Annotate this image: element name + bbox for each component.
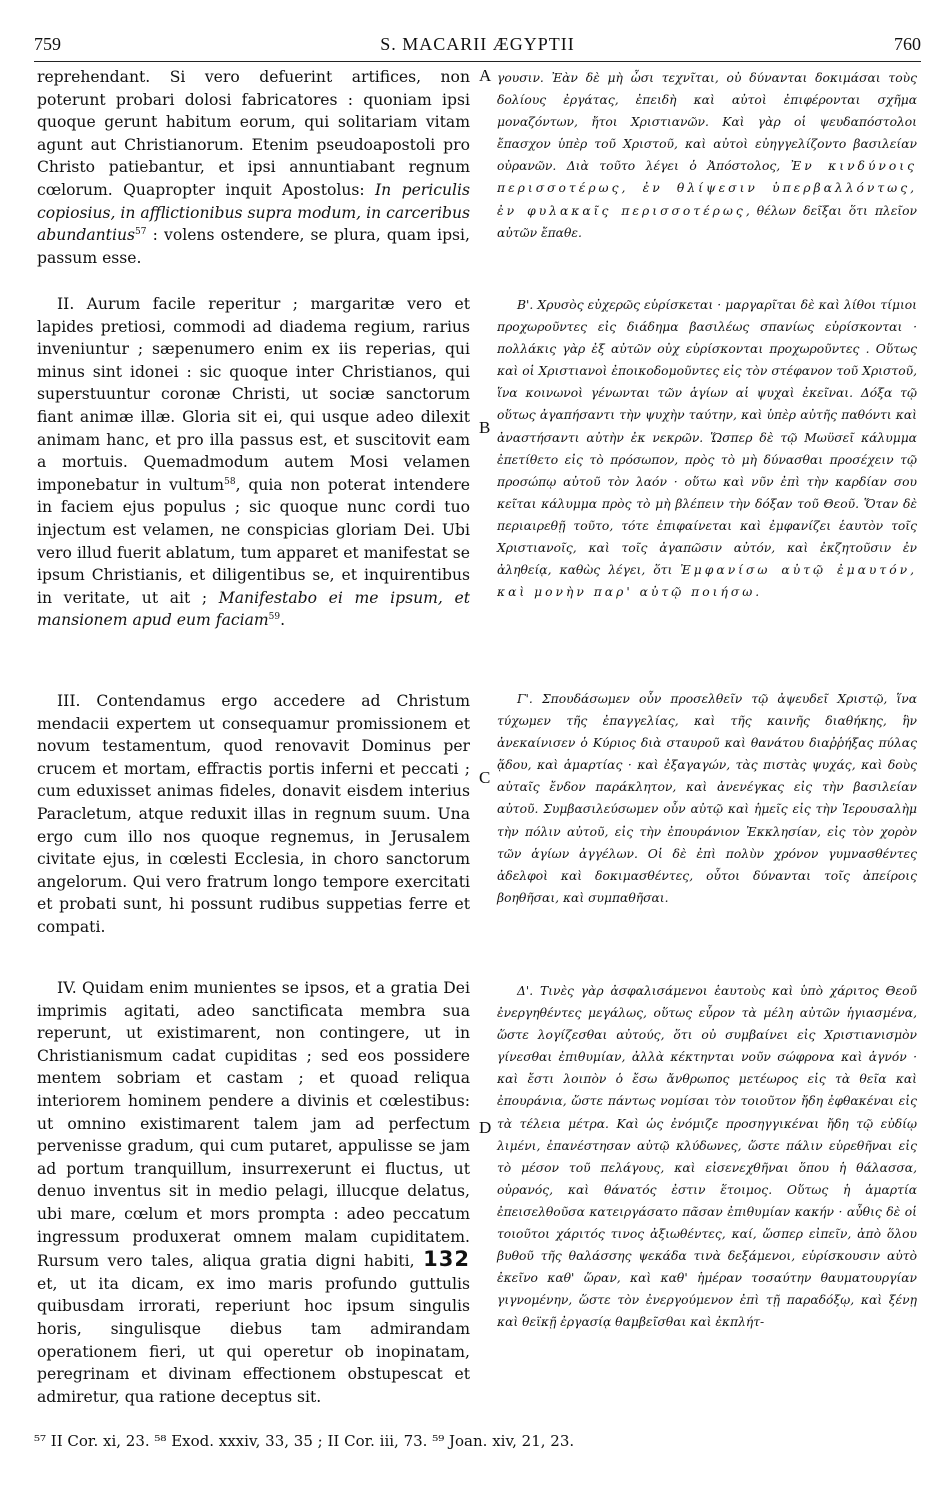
greek-text: Δ'. Τινὲς γὰρ ἀσφαλισάμενοι ἑαυτοὺς καὶ ὑπὸ χάριτος Θεοῦ ἐνεργηθέντες μεγάλως, οὕτως εὗρον τὰ μέλη αὐτῶν ἡγιασμένα, ὥστε λογίζεσθαι αὐτούς, ὅτι οὐ συμβαίνει εἰς Χριστιανισμὸν γίνεσθαι ἐπιθυμίαν, ἀλλὰ κέκτηνται νοῦν σώφρονα καὶ ἁγνόν · καὶ ἔστι λοιπὸν ὁ ἔσω ἄνθρωπος μετέωρος εἰς τὰ θεῖα καὶ ἐπουράνια, ὥστε πάντως νομίσαι τὸν τοιοῦτον ἤδη ἐφθακέναι εἰς τὰ τέλεια μέτρα. Καὶ ὡς ἐνόμιζε προσηγγικέναι ἤδη τῷ εὐδίῳ λιμένι, ἐπανέστησαν αὐτῷ κλύδωνες, ὥστε πάλιν εὑρεθῆναι εἰς τὸ μέσον τοῦ πελάγους, καὶ εἰσενεχθῆναι ὅπου ἡ θάλασσα, οὐρανός, καὶ θάνατός ἐστιν ἕτοιμος. Οὕτως ἡ ἁμαρτία ἐπεισελθοῦσα κατειργάσατο πᾶσαν ἐπιθυμίαν κακήν · αὖθις δὲ οἱ τοιοῦτοι χάριτός τινος ἀξιωθέντες, καί, ὥσπερ εἰπεῖν, ἀπὸ ὅλου βυθοῦ τῆς θαλάσσης ψεκάδα τινὰ δεξάμενοι, εὑρίσκουσιν αὐτὸ ἐκεῖνο καθ' ὥραν, καὶ καθ' ἡμέραν τοσαύτην θαυματουργίαν γιγνομένην, ὥστε τὸν ἐνεργούμενον ἐπὶ τῇ παραδόξῳ, καὶ ξένῃ καὶ θεϊκῇ ἐργασίᾳ θαμβεῖσθαι καὶ ἐκπλήτ- (497, 984, 917, 1330)
margin-marker-a: A (479, 66, 492, 85)
greek-section-2 (497, 294, 917, 603)
latin-section-3 (37, 690, 470, 939)
greek-section-1 (497, 67, 917, 244)
latin-text: , quia non poterat intendere in faciem ejus populus ; sic quoque nunc cordi tuo injectum est velamen, ne conspicias gloriam Dei. Ubi vero illud fuerit ablatum, tum apparet et manifestat se ipsum Christianis, et diligentibus se, et inquirentibus in veritate, ut ait ; (37, 475, 470, 607)
page-number-right: 760 (894, 34, 921, 54)
greek-text: , θέλων δεῖξαι ὅτι πλεῖον αὐτῶν ἔπαθε. (497, 203, 917, 240)
margin-marker-c: C (479, 768, 491, 787)
latin-scripture-quote: Manifestabo ei me ipsum, et mansionem apud eum faciam (37, 588, 470, 630)
latin-section-4 (37, 977, 470, 1408)
greek-scripture-quote: Ἐν κινδύνοις περισσοτέρως, ἐν θλίψεσιν ὑπερβαλλόντως, ἐν φυλακαῖς περισσοτέρως (497, 159, 918, 218)
latin-section-1 (37, 66, 470, 269)
header-rule (34, 61, 921, 62)
greek-scripture-quote: Ἐμφανίσω αὐτῷ ἐμαυτόν, καὶ μονὴν παρ' αὐτῷ ποιήσω (497, 563, 917, 600)
latin-text: reprehendant. Si vero defuerint artifices, non poterunt probari dolosi fabricatores : quoniam ipsi quoque gerunt habitum eorum, qui solitariam vitam agunt aut Christianorum. Etenim pseudoapostoli pro Christo patiebantur, et ipsi annuntiabant regnum cœlorum. Quapropter inquit Apostolus: (37, 68, 470, 199)
latin-scripture-quote: In periculis copiosius, in afflictionibus supra modum, in carceribus abundantius (37, 180, 471, 245)
greek-text: Β'. Χρυσὸς εὐχερῶς εὑρίσκεται · μαργαρῖται δὲ καὶ λίθοι τίμιοι προχωροῦντες εἰς διάδημα βασιλέως σπανίως εὑρίσκονται · πολλάκις γὰρ ἐξ αὐτῶν οὐχ εὑρίσκονται προχωροῦντες . Οὕτως καὶ οἱ Χριστιανοὶ ἐποικοδομοῦντες εἰς τὸν στέφανον τοῦ Χριστοῦ, ἵνα κοινωνοὶ γένωνται τῶν ἁγίων αἱ ψυχαὶ ἐκεῖναι. Δόξα τῷ οὕτως ἀγαπήσαντι τὴν ψυχὴν ταύτην, καὶ ὑπὲρ αὐτῆς παθόντι καὶ ἀναστήσαντι αὐτὴν ἐκ νεκρῶν. Ὥσπερ δὲ τῷ Μωϋσεῖ κάλυμμα ἐπετίθετο εἰς τὸ πρόσωπον, πρὸς τὸ μὴ δύνασθαι προσέχειν τῷ προσώπῳ αὐτοῦ τὸν λαόν · οὕτω καὶ νῦν ἐπὶ τὴν καρδίαν σου κεῖται κάλυμμα πρὸς τὸ μὴ βλέπειν τὴν δόξαν τοῦ Θεοῦ. Ὅταν δὲ περιαιρεθῇ τοῦτο, τότε ἐπιφαίνεται καὶ ἐμφανίζει ἑαυτὸν τοῖς Χριστιανοῖς, καὶ τοῖς ἀγαπῶσιν αὐτόν, καὶ ἐκζητοῦσιν ἐν ἀληθείᾳ, καθὼς λέγει, ὅτι (497, 298, 917, 578)
footnote-ref: 58 (224, 476, 236, 487)
footnote-ref: 59 (268, 612, 281, 623)
footnotes: ⁵⁷ II Cor. xi, 23. ⁵⁸ Exod. xxxiv, 33, 35 ; II Cor. iii, 73. ⁵⁹ Joan. xiv, 21, 23. (34, 1432, 575, 1450)
column-number: 132 (423, 1247, 470, 1272)
latin-text: IV. Quidam enim munientes se ipsos, et a gratia Dei imprimis agitati, adeo sanctificata membra sua reperunt, ut existimarent, non contingere, ut in Christianismum cadat cupiditas ; sed eos possidere mentem sobriam et castam ; et quoad reliqua interiorem hominem pendere a divinis et cœlestibus: ut omnino existimarent talem jam ad perfectum pervenisse gradum, qui cum putaret, appulisse se jam ad portum tranquillum, insurrexerunt ei fluctus, ut denuo inventus sit in medio pelagi, illucque delatus, ubi mare, cœlum et mors prompta : adeo peccatum ingressum produxerat omnem malam cupiditatem. Rursum vero tales, aliqua gratia digni habiti, (37, 979, 470, 1271)
footnote-ref: 57 (135, 226, 147, 237)
margin-marker-b: B (479, 418, 491, 437)
greek-text: Γ'. Σπουδάσωμεν οὖν προσελθεῖν τῷ ἀψευδεῖ Χριστῷ, ἵνα τύχωμεν τῆς ἐπαγγελίας, καὶ τῆς καινῆς διαθήκης, ἣν ἀνεκαίνισεν ὁ Κύριος διὰ σταυροῦ καὶ θανάτου διαῤῥήξας πύλας ᾅδου, καὶ ἁμαρτίας · καὶ ἐξαγαγών, τὰς πιστὰς ψυχάς, καὶ δοὺς αὐταῖς ἔνδον παράκλητον, καὶ ἀνενέγκας εἰς τὴν βασιλείαν αὐτοῦ. Συμβασιλεύσωμεν οὖν αὐτῷ καὶ ἡμεῖς εἰς τὴν Ἱερουσαλὴμ τὴν πόλιν αὐτοῦ, εἰς τὴν ἐπουράνιον Ἐκκλησίαν, εἰς τὸν χορὸν τῶν ἁγίων ἀγγέλων. Οἱ δὲ ἐπὶ πολὺν χρόνον γυμνασθέντες ἀδελφοὶ καὶ δοκιμασθέντες, οὗτοι δύνανται τοῖς ἀπείροις βοηθῆσαι, καὶ συμπαθῆσαι. (497, 692, 917, 905)
latin-text: : volens ostendere, se plura, quam ipsi, passum esse. (37, 226, 470, 267)
latin-text: II. Aurum facile reperitur ; margaritæ vero et lapides pretiosi, commodi ad diadema regium, rarius inveniuntur ; sæpenumero enim ex iis reperias, qui minus sint idonei : sic quoque inter Christianos, qui superstuuntur coronæ Christi, ut sociæ sanctorum fiant animæ illæ. Gloria sit ei, qui usque adeo dilexit animam hanc, et pro illa passus est, et suscitovit eam a mortuis. Quemadmodum autem Mosi velamen imponebatur in vultum (37, 295, 470, 494)
greek-section-3 (497, 688, 917, 909)
page-number-left: 759 (34, 34, 61, 54)
greek-section-4 (497, 980, 917, 1334)
greek-text: . (755, 585, 760, 600)
latin-section-2 (37, 293, 470, 632)
latin-text: III. Contendamus ergo accedere ad Christum mendacii expertem ut consequamur promissionem et novum testamentum, quod renovavit Dominus per crucem et mortam, effractis portis inferni et peccati ; cum eduxisset animas fideles, donavit eisdem interius Paracletum, atque reduxit illas in regnum suum. Una ergo cum illo nos quoque regnemus, in Jerusalem civitate ejus, in cœlesti Ecclesia, in choro sanctorum angelorum. Qui vero fratrum longo tempore exercitati et probati sunt, hi possunt rudibus suppetias ferre et compati. (37, 692, 470, 936)
latin-text: . (280, 611, 286, 630)
latin-text: et, ut ita dicam, ex imo maris profundo guttulis quibusdam irrorati, reperiunt hoc ipsum singulis horis, singulisque diebus tam admirandam operationem fieri, ut qui operetur ob inopinatam, peregrinam et divinam effectionem obstupescat et admiretur, qua ratione deceptus sit. (37, 1274, 470, 1406)
margin-marker-d: D (479, 1118, 492, 1137)
running-title: S. MACARII ÆGYPTII (380, 34, 575, 54)
running-header (34, 34, 921, 60)
greek-text: γουσιν. Ἐὰν δὲ μὴ ὦσι τεχνῖται, οὐ δύνανται δοκιμάσαι τοὺς δολίους ἐργάτας, ἐπειδὴ καὶ αὐτοὶ ἐπιφέρονται σχῆμα μοναζόντων, ἤτοι Χριστιανῶν. Καὶ γὰρ οἱ ψευδαπόστολοι ἔπασχον ὑπὲρ τοῦ Χριστοῦ, καὶ αὐτοὶ εὐηγγελίζοντο βασιλείαν οὐρανῶν. Διὰ τοῦτο λέγει ὁ Ἀπόστολος, (497, 71, 917, 174)
